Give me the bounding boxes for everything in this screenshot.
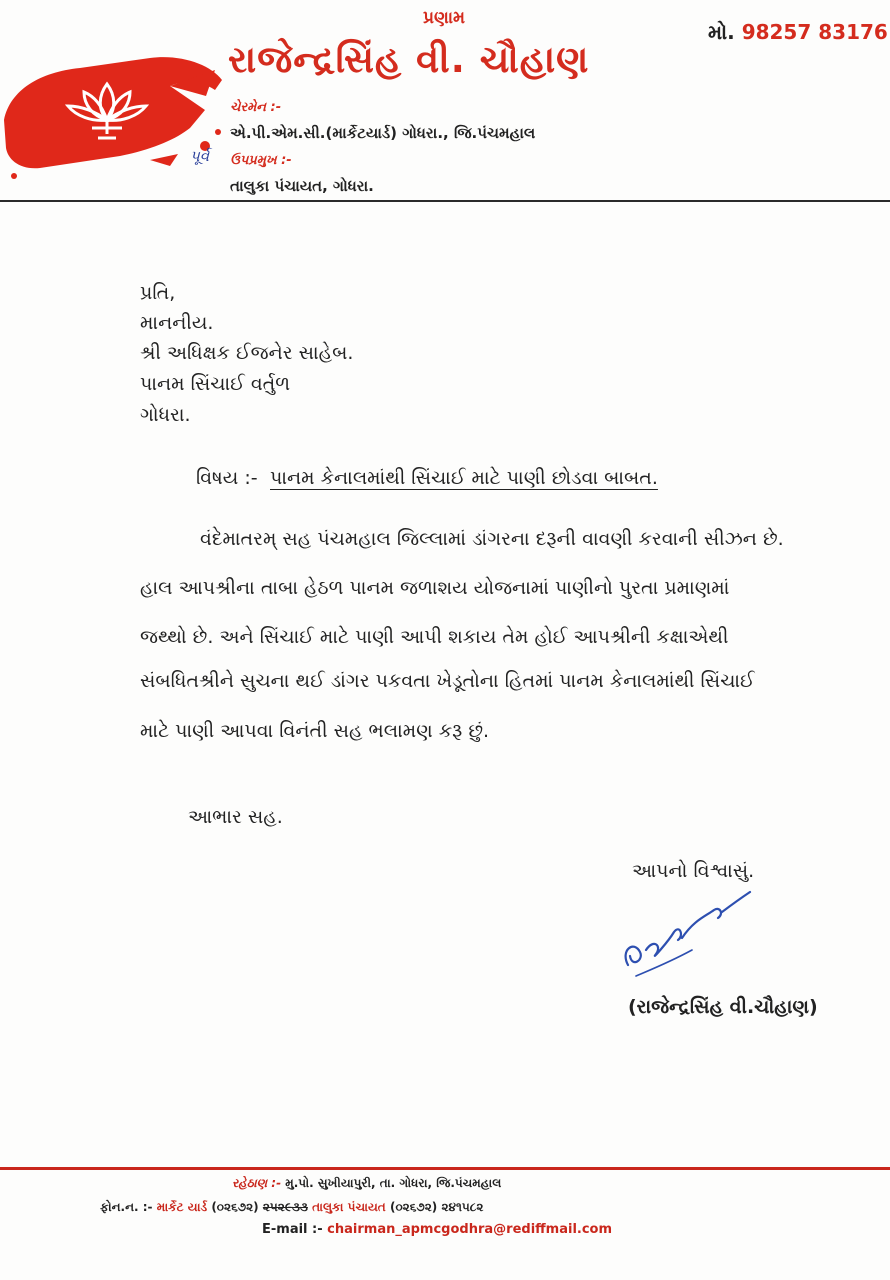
body-line: વંદેમાતરમ્ સહ પંચમહાલ જિલ્લામાં ડાંગરના દરૂની વાવણી કરવાની સીઝન છે.	[200, 528, 784, 550]
address-line: માનનીય.	[140, 312, 214, 334]
body-line: માટે પાણી આપવા વિનંતી સહ ભલામણ કરૂ છું.	[140, 720, 490, 742]
address-line: ગોધરા.	[140, 404, 191, 426]
address-line: પ્રતિ,	[140, 282, 176, 304]
footer-address-text: મુ.પો. સુખીયાપુરી, તા. ગોધરા, જિ.પંચમહાલ	[285, 1176, 502, 1190]
role2-title: ઉપપ્રમુખ :-	[230, 153, 292, 168]
body-line: હાલ આપશ્રીના તાબા હેઠળ પાનમ જળાશય યોજનામાં પાણીનો પુરતા પ્રમાણમાં	[140, 577, 730, 599]
footer-divider	[0, 1167, 890, 1170]
sender-name: રાજેન્દ્રસિંહ વી. ચૌહાણ	[228, 38, 590, 81]
footer-phone-label: ફોન.ન. :-	[100, 1200, 153, 1214]
yours-faithfully: આપનો વિશ્વાસું.	[632, 860, 755, 882]
phone-number: 98257 83176	[741, 20, 888, 44]
taluka-number: (૦૨૬૭૨) ૨૪૧૫૮૨	[389, 1200, 484, 1214]
body-line: સંબધિતશ્રીને સુચના થઈ ડાંગર પકવતા ખેડૂતોના હિતમાં પાનમ કેનાલમાંથી સિંચાઈ	[140, 670, 755, 692]
role2-org: તાલુકા પંચાયત, ગોધરા.	[230, 177, 374, 195]
sender-phone	[708, 20, 888, 44]
struck-number: ૨૫૨૯૩૩	[262, 1200, 308, 1214]
email-label: E-mail :-	[262, 1222, 323, 1237]
footer-phone	[100, 1200, 483, 1215]
market-yard-label: માર્કેટ યાર્ડ	[156, 1200, 208, 1214]
market-yard-number: (૦૨૬૭૨)	[211, 1200, 259, 1214]
handwritten-signature	[610, 880, 760, 980]
handwritten-annotation: પૂર્વ	[190, 147, 210, 165]
lotus-icon	[62, 80, 152, 144]
pranam-label: પ્રણામ	[423, 8, 466, 28]
taluka-label: તાલુકા પંચાયત	[312, 1200, 386, 1214]
signatory-name: (રાજેન્દ્રસિંહ વી.ચૌહાણ)	[628, 996, 818, 1018]
subject-text: પાનમ કેનાલમાંથી સિંચાઈ માટે પાણી છોડવા બાબત.	[270, 467, 658, 489]
footer-address	[232, 1176, 501, 1191]
role1-org: એ.પી.એમ.સી.(માર્કેટયાર્ડ) ગોધરા., જિ.પંચમહાલ	[230, 124, 536, 142]
footer-email	[262, 1222, 612, 1237]
role1-title: ચેરમેન :-	[230, 100, 282, 115]
address-line: પાનમ સિંચાઈ વર્તુળ	[140, 373, 291, 395]
email-address[interactable]: chairman_apmcgodhra@rediffmail.com	[327, 1222, 613, 1237]
phone-label: મો.	[708, 20, 735, 44]
subject-label: વિષય :-	[196, 467, 258, 489]
body-line: જથ્થો છે. અને સિંચાઈ માટે પાણી આપી શકાય તેમ હોઈ આપશ્રીની કક્ષાએથી	[140, 626, 729, 648]
closing-text: આભાર સહ.	[188, 806, 283, 828]
header-divider	[0, 200, 890, 202]
footer-address-label: રહેઠાણ :-	[232, 1176, 282, 1190]
address-line: શ્રી અધિક્ષક ઈજનેર સાહેબ.	[140, 342, 354, 364]
